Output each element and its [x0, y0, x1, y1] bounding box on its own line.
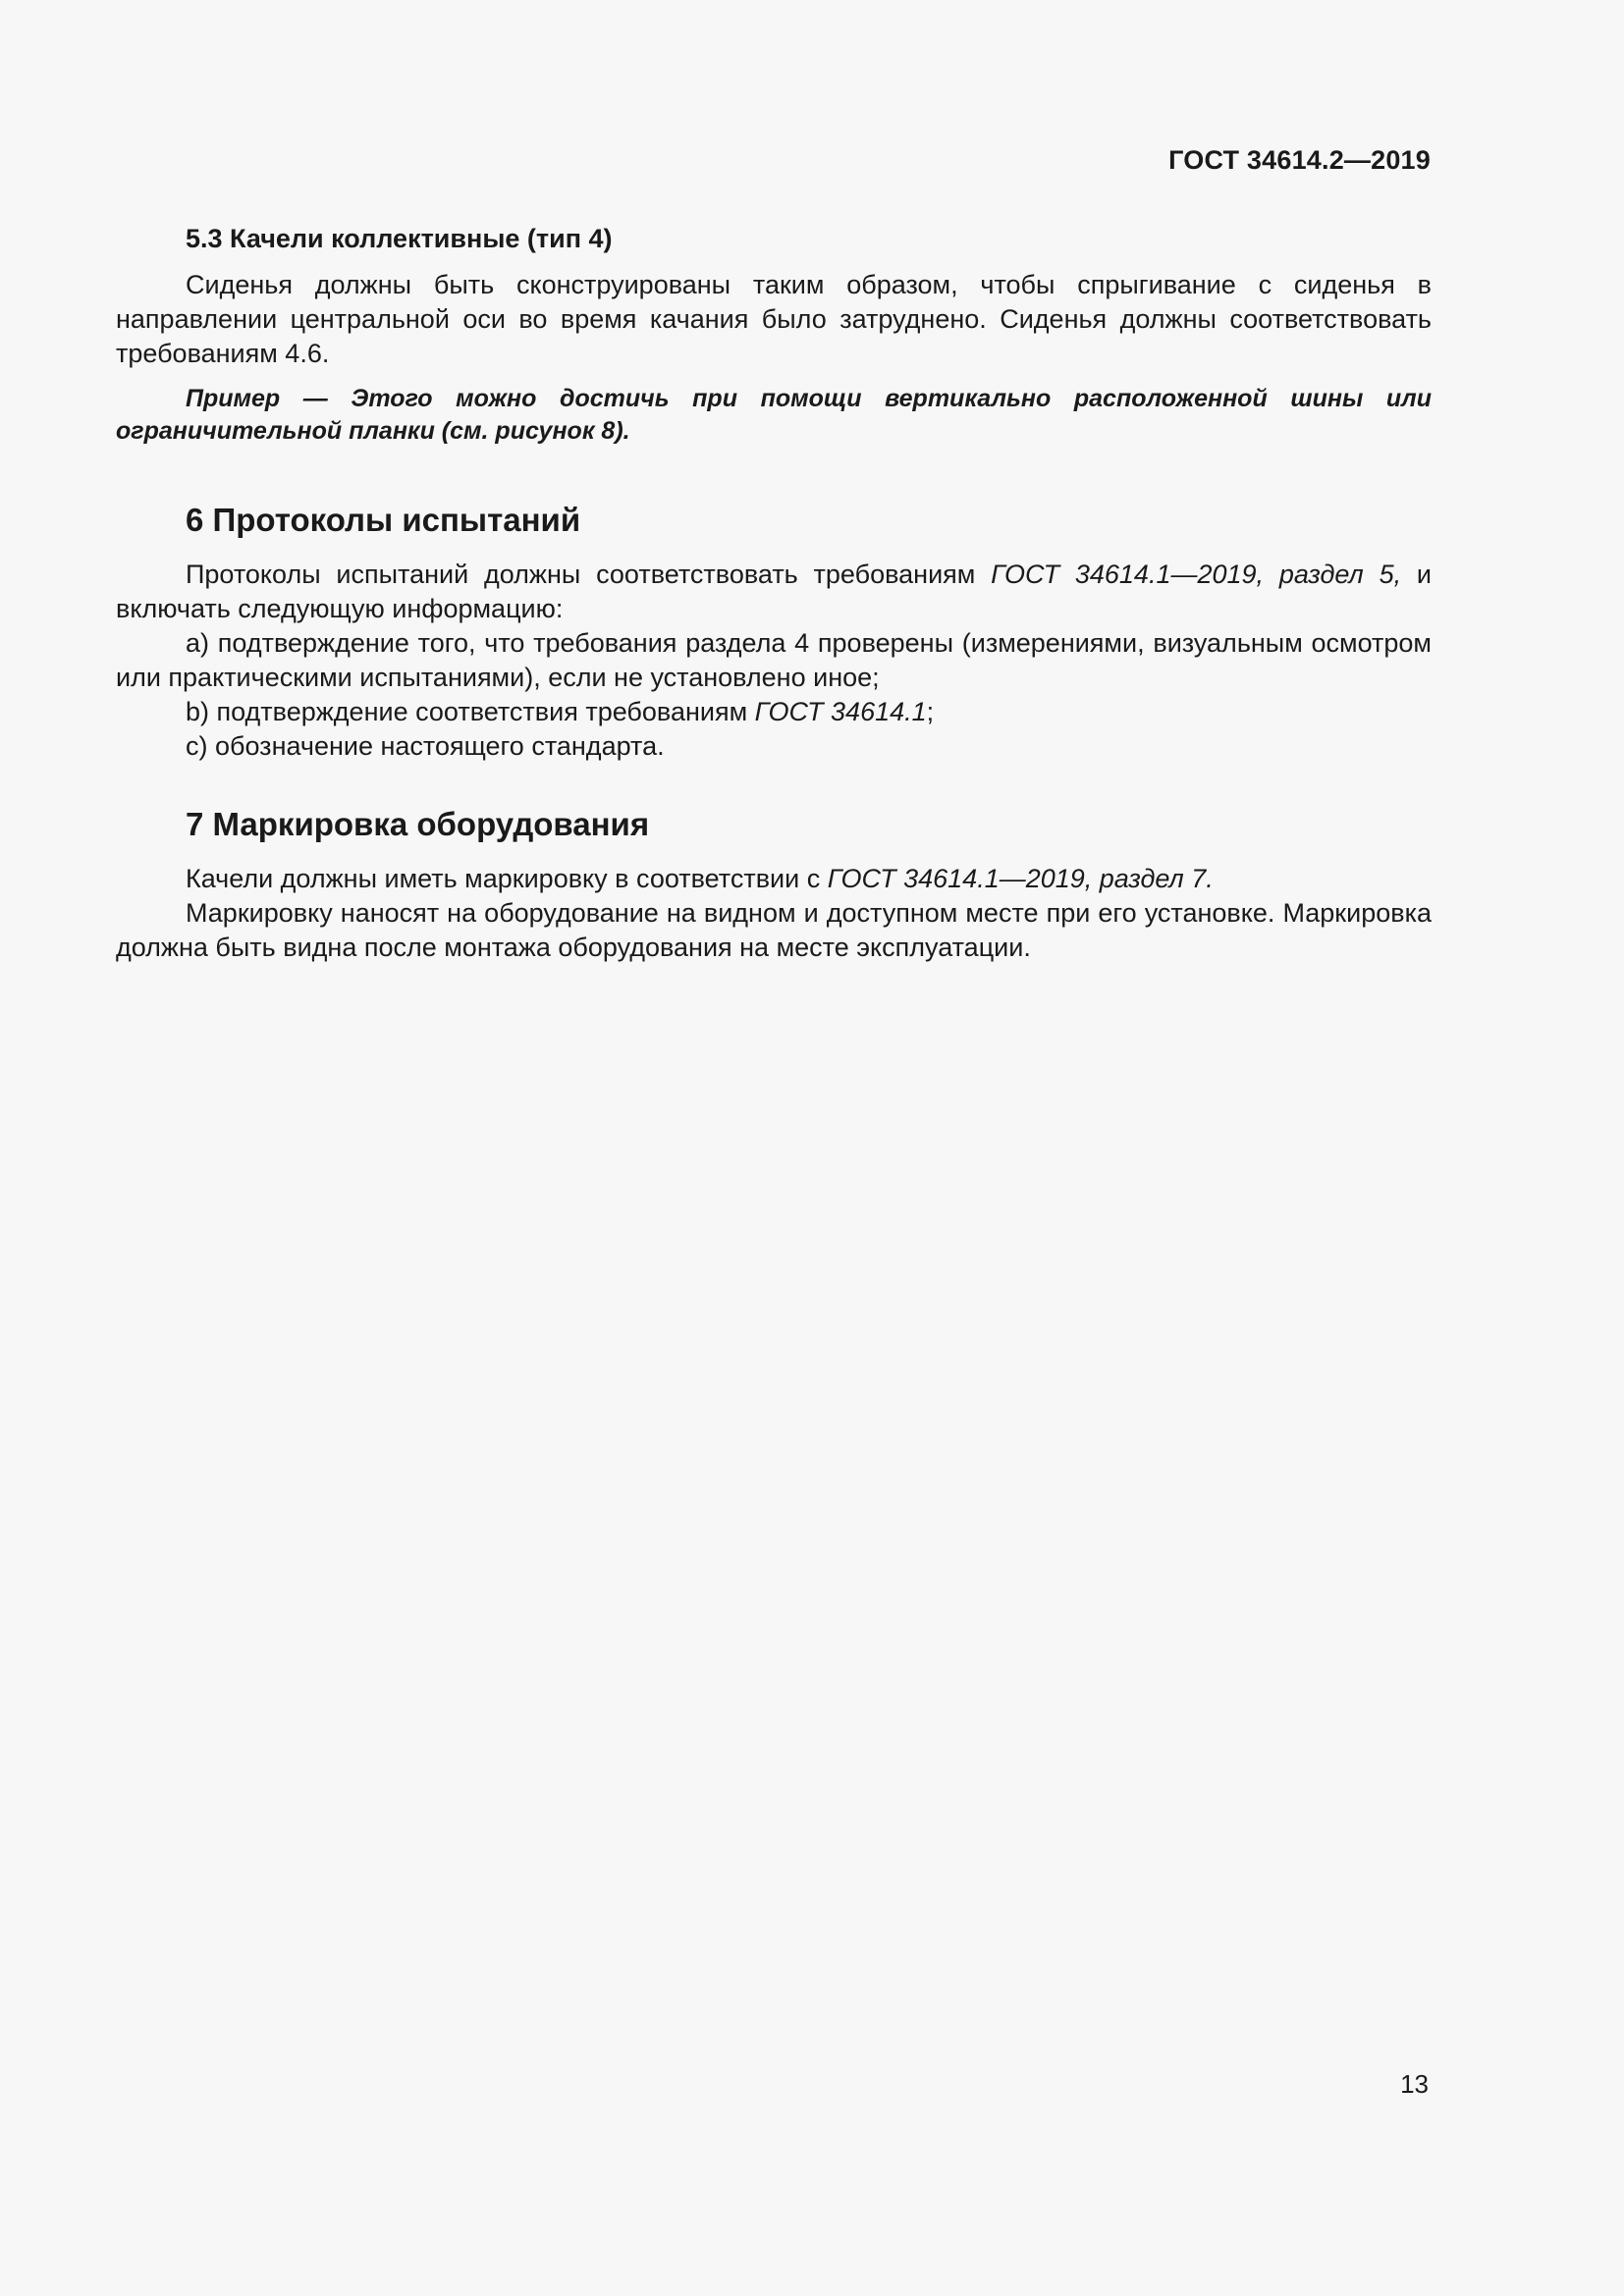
page-number: 13: [1400, 2069, 1429, 2099]
section-7-paragraph-2: Маркировку наносят на оборудование на видном и доступном месте при его установке. Маркировка должна быть видна после монтажа оборудования на месте эксплуатации.: [116, 898, 1432, 962]
section-6-item-b-end: ;: [926, 697, 935, 726]
section-7-p1-text: Качели должны иметь маркировку в соответствии с: [186, 864, 828, 893]
document-code: ГОСТ 34614.2—2019: [1168, 145, 1431, 175]
section-5-3-heading: 5.3 Качели коллективные (тип 4): [186, 224, 613, 253]
section-6-intro-reference: ГОСТ 34614.1—2019, раздел 5,: [991, 560, 1402, 589]
section-7-paragraph-1: [116, 862, 1432, 896]
section-6-item-b-reference: ГОСТ 34614.1: [754, 697, 927, 726]
section-6-item-b: [116, 695, 1432, 729]
section-6-item-a: a) подтверждение того, что требования раздела 4 проверены (измерениями, визуальным осмотром или практическими испытаниями), если не установлено иное;: [116, 628, 1432, 692]
section-5-3-example: Пример — Этого можно достичь при помощи вертикально расположенной шины или ограничительной планки (см. рисунок 8).: [116, 385, 1432, 445]
section-5-3-paragraph: Сиденья должны быть сконструированы таким образом, чтобы спрыгивание с сиденья в направлении центральной оси во время качания было затруднено. Сиденья должны соответствовать требованиям 4.6.: [116, 270, 1432, 368]
section-6-item-c: c) обозначение настоящего стандарта.: [186, 731, 665, 761]
section-6-item-b-text: b) подтверждение соответствия требованиям: [186, 697, 755, 726]
section-7-p1-reference: ГОСТ 34614.1—2019, раздел 7.: [827, 864, 1214, 893]
section-6-heading: 6 Протоколы испытаний: [186, 502, 581, 538]
section-6-intro-text-2: и включать следующую информацию:: [116, 560, 1432, 623]
section-7-heading: 7 Маркировка оборудования: [186, 806, 650, 842]
page-content: [116, 222, 1432, 965]
section-6-intro-text-1: Протоколы испытаний должны соответствовать требованиям: [186, 560, 992, 589]
section-6-intro: [116, 558, 1432, 626]
